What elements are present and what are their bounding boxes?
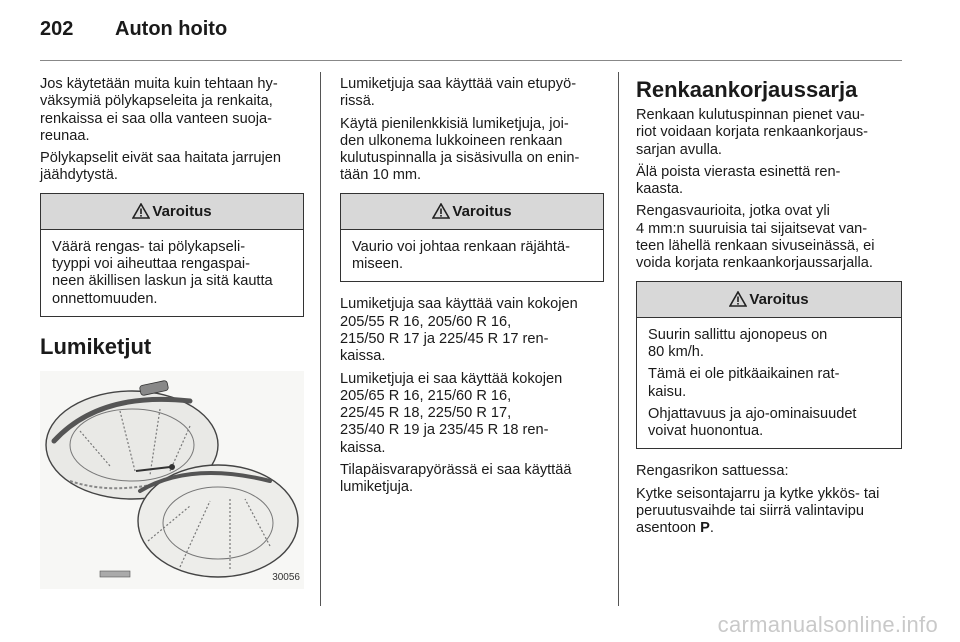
warning-title: Varoitus <box>452 202 512 220</box>
text-line: Kytke seisontajarru ja kytke ykkös- tai <box>636 485 880 502</box>
text-line: lumiketjuja. <box>340 479 413 496</box>
text-line: Älä poista vierasta esinettä ren- <box>636 163 841 180</box>
column-3-paragraphs-bottom <box>636 463 902 537</box>
paragraph <box>636 164 902 199</box>
paragraph <box>40 76 304 145</box>
text-line: teen lähellä renkaan sivuseinässä, ei <box>636 238 875 255</box>
column-2-paragraphs-bottom <box>340 296 604 496</box>
column-divider-1 <box>320 72 321 606</box>
text-line: Ohjattavuus ja ajo-ominaisuudet <box>648 405 857 422</box>
warning-body <box>637 318 901 449</box>
heading-renkaankorjaussarja: Renkaankorjaussarja <box>636 77 858 102</box>
heading-lumiketjut: Lumiketjut <box>40 333 152 359</box>
text-line: sarjan avulla. <box>636 141 722 158</box>
text-line: jäähdytystä. <box>40 167 118 184</box>
text-line: peruutusvaihde tai siirrä valintavipu <box>636 503 864 520</box>
paragraph <box>52 239 292 308</box>
text-line: Vaurio voi johtaa renkaan räjähtä- <box>352 238 570 255</box>
text-line: kaissa. <box>340 348 386 365</box>
text-line: tyyppi voi aiheuttaa rengaspai- <box>52 256 250 273</box>
text-line: neen äkillisen laskun ja sitä kautta <box>52 273 273 290</box>
page-number: 202 <box>40 18 74 40</box>
warning-triangle-icon <box>729 291 747 307</box>
text-line: onnettomuuden. <box>52 290 158 307</box>
text-line: rissä. <box>340 93 375 110</box>
text-line: 4 mm:n suuruisia tai sijaitsevat van- <box>636 220 868 237</box>
column-3 <box>636 76 902 543</box>
text-line: Renkaan kulutuspinnan pienet vau- <box>636 107 865 123</box>
snow-chain-illustration <box>40 371 304 589</box>
text-line: renkaissa ei saa olla vanteen suoja- <box>40 110 273 127</box>
gear-position-letter: P <box>700 520 710 537</box>
text-line: voivat huonontua. <box>648 423 764 440</box>
text-line: kaissa. <box>340 439 386 456</box>
text-line: 205/65 R 16, 215/60 R 16, <box>340 387 512 404</box>
page-header <box>40 18 227 48</box>
paragraph <box>40 150 304 185</box>
text-line: reunaa. <box>40 127 90 144</box>
text-line: Jos käytetään muita kuin tehtaan hy- <box>40 76 278 92</box>
text-line: kaasta. <box>636 181 684 198</box>
paragraph <box>340 116 604 185</box>
warning-box-1 <box>40 193 304 317</box>
warning-triangle-icon <box>432 203 450 219</box>
text-line: Tämä ei ole pitkäaikainen rat- <box>648 366 840 383</box>
figure-code: 30056 <box>272 571 300 583</box>
paragraph <box>340 462 604 497</box>
warning-header <box>341 194 603 230</box>
text-line: 235/40 R 19 ja 235/45 R 18 ren- <box>340 422 549 439</box>
text-line: Rengasrikon sattuessa: <box>636 463 789 480</box>
paragraph <box>340 371 604 457</box>
text-line: Suurin sallittu ajonopeus on <box>648 326 828 343</box>
warning-box-2 <box>340 193 604 283</box>
warning-header <box>637 282 901 318</box>
paragraph <box>648 406 890 441</box>
warning-triangle-icon <box>132 203 150 219</box>
warning-body <box>41 230 303 316</box>
warning-title: Varoitus <box>152 202 212 220</box>
text-line: den ulkonema lukkoineen renkaan <box>340 132 563 149</box>
text-line: Tilapäisvarapyörässä ei saa käyttää <box>340 462 572 479</box>
text-line: Rengasvaurioita, jotka ovat yli <box>636 203 830 220</box>
text-line: riot voidaan korjata renkaankorjaus- <box>636 124 869 141</box>
text-line: kaisu. <box>648 383 687 400</box>
snow-chain-drawing <box>40 371 304 589</box>
paragraph <box>340 296 604 365</box>
text-line: miseen. <box>352 256 404 273</box>
text-line: voida korjata renkaankorjaussarjalla. <box>636 255 873 272</box>
warning-body <box>341 230 603 282</box>
column-divider-2 <box>618 72 619 606</box>
column-1 <box>40 76 304 589</box>
text-line: väksymiä pölykapseleita ja renkaita, <box>40 93 273 110</box>
paragraph <box>340 76 604 111</box>
warning-title: Varoitus <box>749 290 809 308</box>
paragraph <box>636 486 902 538</box>
header-divider <box>40 60 902 61</box>
section-title: Auton hoito <box>115 18 228 40</box>
text-line: Lumiketjuja ei saa käyttää kokojen <box>340 370 563 387</box>
text-line: tään 10 mm. <box>340 167 422 184</box>
sentence-end: . <box>709 520 714 537</box>
column-1-paragraphs <box>40 76 304 185</box>
warning-header <box>41 194 303 230</box>
text-line: 215/50 R 17 ja 225/45 R 17 ren- <box>340 330 549 347</box>
paragraph <box>636 203 902 272</box>
watermark: carmanualsonline.info <box>717 612 938 637</box>
text-line: Käytä pienilenkkisiä lumiketjuja, joi- <box>340 115 569 132</box>
column-2 <box>340 76 604 502</box>
text-line: Lumiketjuja saa käyttää vain kokojen <box>340 296 578 313</box>
paragraph <box>648 366 890 401</box>
column-2-paragraphs-top <box>340 76 604 185</box>
warning-box-3 <box>636 281 902 450</box>
text-line: asentoon P. <box>636 520 714 537</box>
paragraph <box>648 327 890 362</box>
paragraph <box>352 239 592 274</box>
text-line: Väärä rengas- tai pölykapseli- <box>52 238 246 255</box>
text-line: 205/55 R 16, 205/60 R 16, <box>340 313 512 330</box>
text-line: 80 km/h. <box>648 343 704 360</box>
text-line: 225/45 R 18, 225/50 R 17, <box>340 405 512 422</box>
paragraph <box>636 463 902 480</box>
paragraph <box>636 107 902 159</box>
column-3-paragraphs-top <box>636 107 902 273</box>
text-line: kulutuspinnalla ja sisäsivulla on enin- <box>340 150 580 167</box>
text-line: Lumiketjuja saa käyttää vain etupyö- <box>340 76 577 92</box>
text-line: Pölykapselit eivät saa haitata jarrujen <box>40 150 281 167</box>
